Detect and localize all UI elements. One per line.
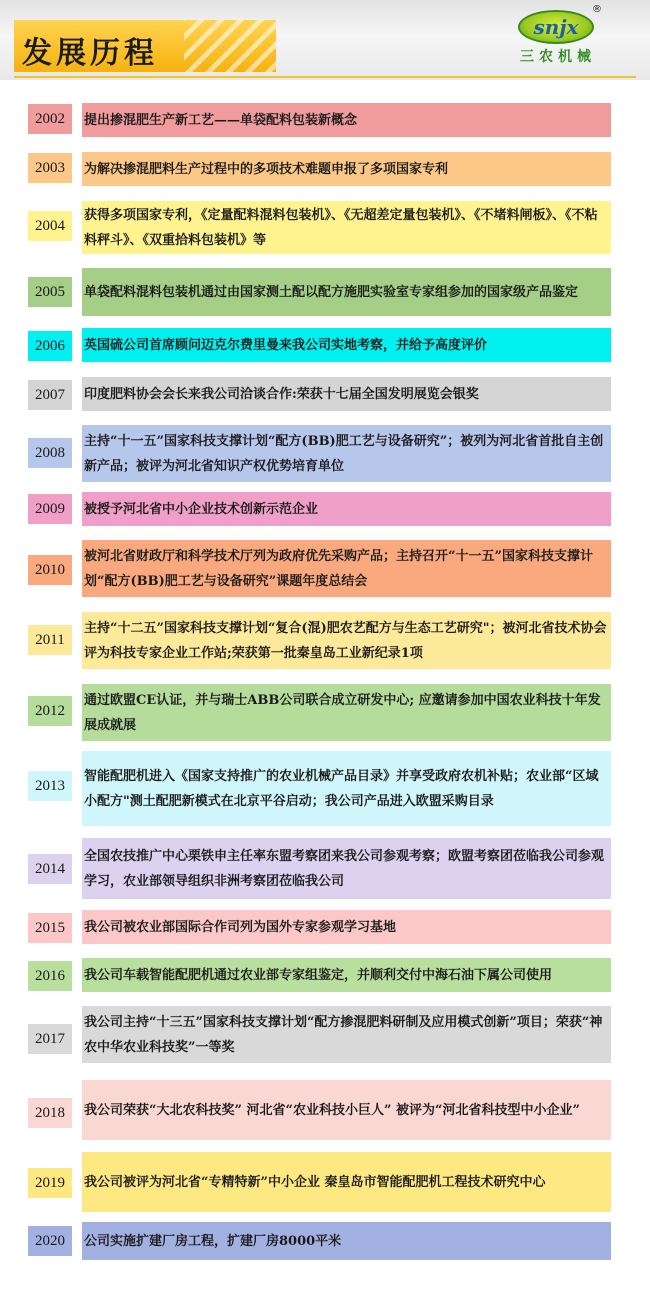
milestone-text: 主持“十一五”国家科技支撑计划“配方(BB)肥工艺与设备研究”；被列为河北省首批自主创新产品；被评为河北省知识产权优势培育单位 bbox=[82, 425, 611, 482]
year-badge: 2019 bbox=[28, 1168, 72, 1198]
milestone-text: 智能配肥机进入《国家支持推广的农业机械产品目录》并享受政府农机补贴；农业部“区域小配方"测土配肥新模式在北京平谷启动；我公司产品进入欧盟采购目录 bbox=[82, 751, 611, 826]
year-badge: 2016 bbox=[28, 961, 72, 991]
milestone-text: 被授予河北省中小企业技术创新示范企业 bbox=[82, 492, 611, 526]
year-badge: 2010 bbox=[28, 555, 72, 585]
year-badge: 2012 bbox=[28, 696, 72, 726]
milestone-text: 获得多项国家专利，《定量配料混料包装机》、《无超差定量包装机》、《不堵料闸板》、《不粘料秤斗》、《双重拾料包装机》等 bbox=[82, 201, 611, 254]
header-divider bbox=[14, 76, 636, 78]
milestone-text: 主持“十二五”国家科技支撑计划“复合(混)肥农艺配方与生态工艺研究"；被河北省技术协会评为科技专家企业工作站;荣获第一批秦皇岛工业新纪录1项 bbox=[82, 612, 611, 669]
year-badge: 2007 bbox=[28, 380, 72, 410]
milestone-text: 英国硫公司首席顾问迈克尔费里曼来我公司实地考察，并给予高度评价 bbox=[82, 328, 611, 362]
year-badge: 2014 bbox=[28, 854, 72, 884]
logo-company-name: 三农机械 bbox=[520, 49, 596, 65]
year-badge: 2009 bbox=[28, 494, 72, 524]
year-badge: 2015 bbox=[28, 913, 72, 943]
year-badge: 2003 bbox=[28, 153, 72, 183]
milestone-text: 我公司被农业部国际合作司列为国外专家参观学习基地 bbox=[82, 910, 611, 944]
milestone-text: 我公司主持“十三五”国家科技支撑计划“配方掺混肥料研制及应用模式创新”项目；荣获“神农中华农业科技奖”一等奖 bbox=[82, 1006, 611, 1063]
year-badge: 2005 bbox=[28, 277, 72, 307]
logo-mark: snjx bbox=[518, 10, 594, 44]
page-header bbox=[0, 0, 650, 92]
year-badge: 2011 bbox=[28, 625, 72, 655]
year-badge: 2013 bbox=[28, 771, 72, 801]
registered-mark: ® bbox=[592, 4, 602, 15]
milestone-text: 为解决掺混肥料生产过程中的多项技术难题申报了多项国家专利 bbox=[82, 152, 611, 186]
milestone-text: 公司实施扩建厂房工程，扩建厂房8000平米 bbox=[82, 1222, 611, 1260]
milestone-text: 提出掺混肥生产新工艺——单袋配料包装新概念 bbox=[82, 103, 611, 137]
milestone-text: 印度肥料协会会长来我公司洽谈合作:荣获十七届全国发明展览会银奖 bbox=[82, 377, 611, 411]
milestone-text: 单袋配料混料包装机通过由国家测土配以配方施肥实验室专家组参加的国家级产品鉴定 bbox=[82, 268, 611, 316]
year-badge: 2002 bbox=[28, 104, 72, 134]
year-badge: 2008 bbox=[28, 438, 72, 468]
milestone-text: 通过欧盟CE认证，并与瑞士ABB公司联合成立研发中心; 应邀请参加中国农业科技十年发展成就展 bbox=[82, 684, 611, 741]
year-badge: 2020 bbox=[28, 1226, 72, 1256]
milestone-text: 我公司车载智能配肥机通过农业部专家组鉴定，并顺利交付中海石油下属公司使用 bbox=[82, 958, 611, 992]
year-badge: 2006 bbox=[28, 331, 72, 361]
year-badge: 2004 bbox=[28, 211, 72, 241]
year-badge: 2017 bbox=[28, 1024, 72, 1054]
milestone-text: 全国农技推广中心栗铁申主任率东盟考察团来我公司参观考察；欧盟考察团莅临我公司参观学习，农业部领导组织非洲考察团莅临我公司 bbox=[82, 838, 611, 899]
milestone-text: 被河北省财政厅和科学技术厅列为政府优先采购产品；主持召开“十一五”国家科技支撑计划“配方(BB)肥工艺与设备研究”课题年度总结会 bbox=[82, 540, 611, 597]
page-title: 发展历程 bbox=[22, 36, 158, 71]
milestone-text: 我公司荣获“大北农科技奖” 河北省“农业科技小巨人” 被评为“河北省科技型中小企业” bbox=[82, 1080, 611, 1140]
year-badge: 2018 bbox=[28, 1098, 72, 1128]
banner-stripes bbox=[184, 20, 276, 72]
milestone-text: 我公司被评为河北省“专精特新”中小企业 秦皇岛市智能配肥机工程技术研究中心 bbox=[82, 1152, 611, 1212]
company-logo bbox=[512, 4, 602, 70]
